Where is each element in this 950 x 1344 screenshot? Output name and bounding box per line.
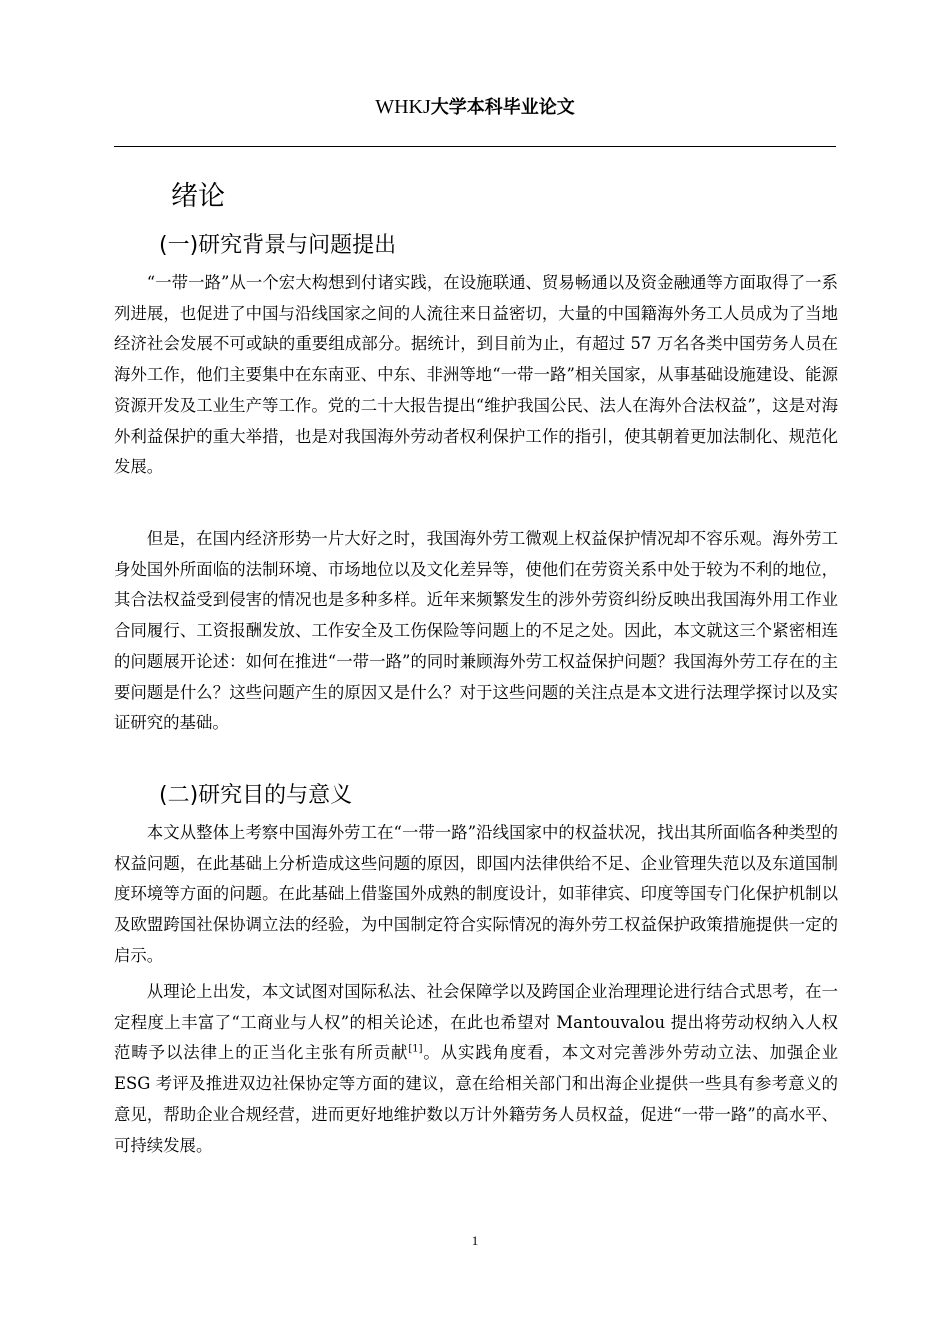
body-paragraph bbox=[114, 977, 838, 1161]
page-number: 1 bbox=[471, 1233, 479, 1248]
citation-reference[interactable]: [1] bbox=[408, 1043, 423, 1055]
body-paragraph: 但是，在国内经济形势一片大好之时，我国海外劳工微观上权益保护情况却不容乐观。海外劳工身处国外所面临的法制环境、市场地位以及文化差异等，使他们在劳资关系中处于较为不利的地位，其合法权益受到侵害的情况也是多种多样。近年来频繁发生的涉外劳资纠纷反映出我国海外用工作业合同履行、工资报酬发放、工作安全及工伤保险等问题上的不足之处。因此，本文就这三个紧密相连的问题展开论述：如何在推进“一带一路”的同时兼顾海外劳工权益保护问题？我国海外劳工存在的主要问题是什么？这些问题产生的原因又是什么？对于这些问题的关注点是本文进行法理学探讨以及实证研究的基础。 bbox=[114, 529, 838, 733]
paragraph-text: 。从实践角度看，本文对完善涉外劳动立法、加强企业 ESG 考评及推进双边社保协定等方面的建议，意在给相关部门和出海企业提供一些具有参考意义的意见，帮助企业合规经营，进而更好地维护数以万计外籍劳务人员权益，促进“一带一路”的高水平、可持续发展。 bbox=[114, 1043, 839, 1155]
body-paragraph: “一带一路”从一个宏大构想到付诸实践，在设施联通、贸易畅通以及资金融通等方面取得了一系列进展，也促进了中国与沿线国家之间的人流往来日益密切，大量的中国籍海外务工人员成为了当地经济社会发展不可或缺的重要组成部分。据统计，到目前为止，有超过 57 万名各类中国劳务人员在海外工作，他们主要集中在东南亚、中东、非洲等地“一带一路”相关国家，从事基础设施建设、能源资源开发及工业生产等工作。党的二十大报告提出“维护我国公民、法人在海外合法权益”，这是对海外利益保护的重大举措，也是对我国海外劳动者权利保护工作的指引，使其朝着更加法制化、规范化发展。 bbox=[114, 273, 838, 477]
header-university-code: WHKJ bbox=[375, 96, 431, 118]
body-paragraph: 本文从整体上考察中国海外劳工在“一带一路”沿线国家中的权益状况，找出其所面临各种类型的权益问题，在此基础上分析造成这些问题的原因，即国内法律供给不足、企业管理失范以及东道国制度环境等方面的问题。在此基础上借鉴国外成熟的制度设计，如菲律宾、印度等国专门化保护机制以及欧盟跨国社保协调立法的经验，为中国制定符合实际情况的海外劳工权益保护政策措施提供一定的启示。 bbox=[114, 823, 838, 965]
paragraph-text: 从理论上出发，本文试图对国际私法、社会保障学以及跨国企业治理理论进行结合式思考，在一定程度上丰富了“工商业与人权”的相关论述，在此也希望对 Mantouvalou 提出将劳动权纳入人权范畴予以法律上的正当化主张有所贡献 bbox=[114, 982, 838, 1063]
header-thesis-label: 大学本科毕业论文 bbox=[430, 97, 575, 118]
header-rule bbox=[114, 146, 836, 147]
section-title-background: (一)研究背景与问题提出 bbox=[159, 233, 397, 258]
running-header bbox=[114, 91, 836, 123]
chapter-title: 绪论 bbox=[171, 181, 225, 212]
section-title-purpose: (二)研究目的与意义 bbox=[159, 783, 353, 808]
